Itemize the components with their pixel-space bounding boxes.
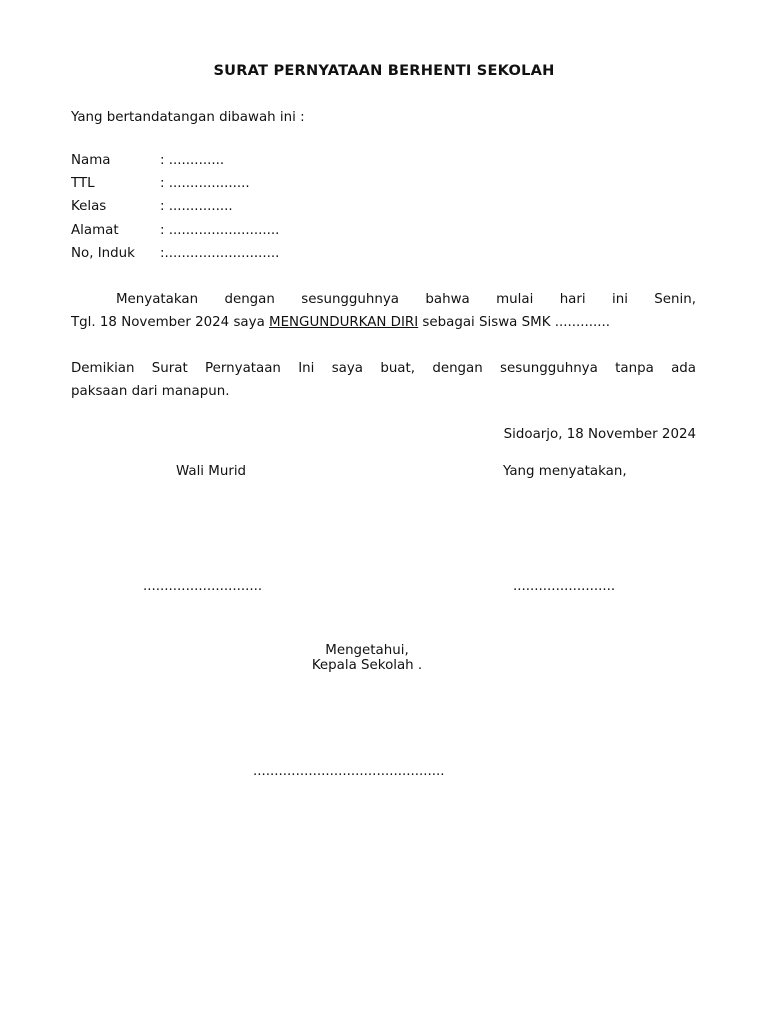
document-title: SURAT PERNYATAAN BERHENTI SEKOLAH (213, 62, 555, 79)
field-row-no-induk (71, 245, 279, 268)
field-value: : ............... (160, 199, 233, 215)
intro-text: Yang bertandatangan dibawah ini : (71, 110, 305, 125)
field-row-alamat (71, 222, 279, 245)
kepala-sekolah-label: Kepala Sekolah . (311, 658, 423, 673)
closing-line-1: Demikian Surat Pernyataan Ini saya buat, dengan sesungguhnya tanpa ada (71, 361, 696, 376)
statement-line-2-end: sebagai Siswa SMK ............. (418, 315, 611, 330)
wali-murid-label: Wali Murid (176, 464, 247, 479)
field-row-kelas (71, 198, 279, 221)
field-label: No, Induk (71, 245, 135, 261)
field-label: Kelas (71, 199, 107, 215)
statement-paragraph (71, 288, 696, 334)
field-row-ttl (71, 175, 279, 198)
field-value: : .......................... (160, 222, 280, 238)
field-label: Nama (71, 153, 111, 168)
wali-signature-line: ............................ (143, 579, 263, 594)
field-label: TTL (71, 176, 95, 192)
menyatakan-signature-line: ........................ (513, 579, 616, 594)
statement-line-2-start: Tgl. 18 November 2024 saya (71, 315, 270, 330)
place-date: Sidoarjo, 18 November 2024 (503, 427, 696, 442)
yang-menyatakan-label: Yang menyatakan, (503, 464, 627, 479)
closing-line-2: paksaan dari manapun. (71, 384, 230, 399)
identity-fields (71, 152, 279, 268)
field-value: : ............. (160, 153, 225, 168)
mengetahui-label: Mengetahui, (325, 643, 409, 658)
field-row-nama (71, 152, 279, 175)
field-value: :........................... (160, 245, 280, 261)
statement-line-1: Menyatakan dengan sesungguhnya bahwa mulai hari ini Senin, (116, 292, 696, 307)
kepala-signature-line: ............................................. (253, 764, 445, 779)
resignation-emphasis: MENGUNDURKAN DIRI (269, 315, 419, 330)
closing-paragraph (71, 357, 696, 403)
field-value: : ................... (160, 176, 250, 192)
field-label: Alamat (71, 222, 119, 238)
